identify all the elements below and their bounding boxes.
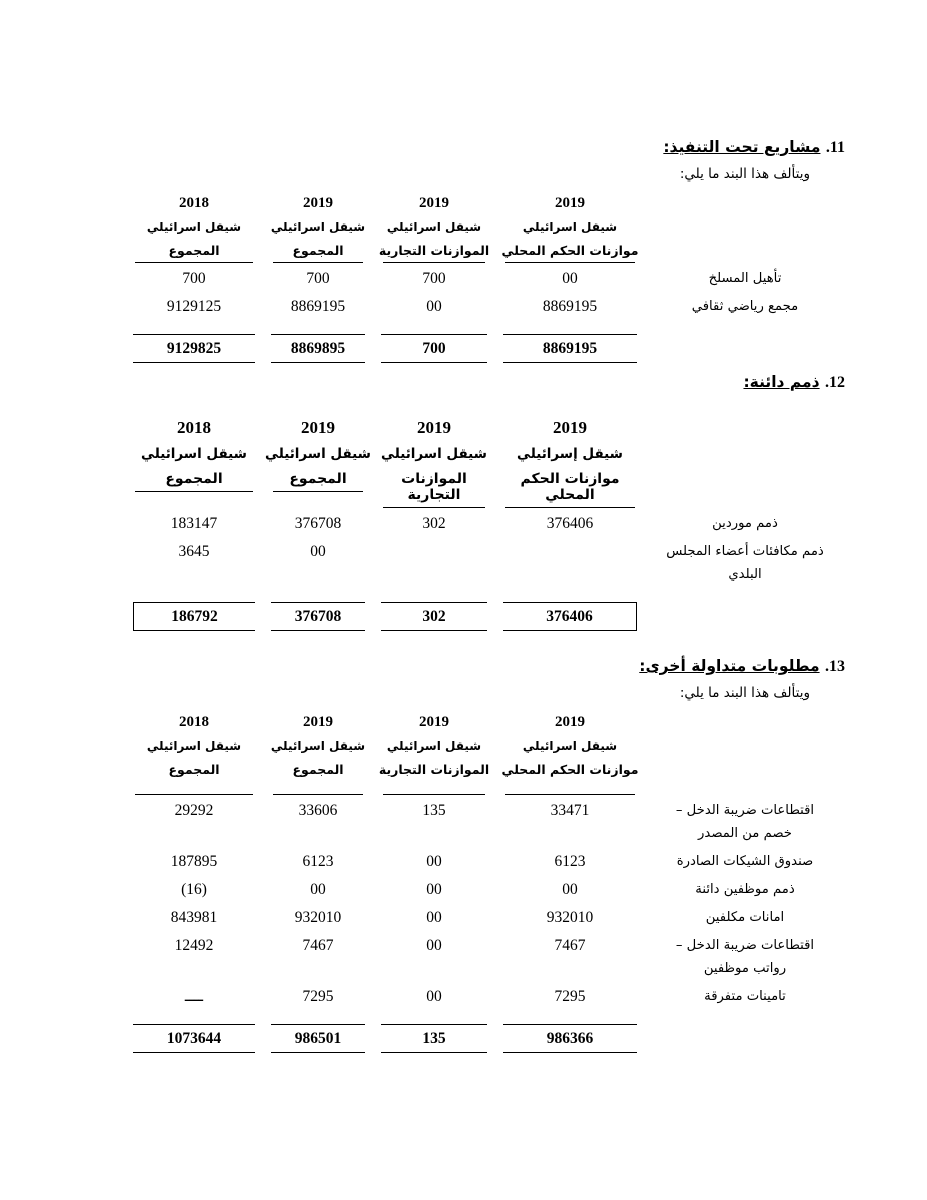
column-header [495,418,645,510]
column-name: موازنات الحكم المحلي [501,243,639,258]
section-number: 12. [825,374,845,391]
cell-value: 135 [422,802,446,819]
row-label-line1: ذمم موردين [712,516,778,531]
column-name: المجموع [292,762,344,777]
cell-value: 12492 [174,937,214,954]
cell-value: 6123 [554,853,586,870]
column-underline [273,794,363,795]
column-underline [383,794,485,795]
row-label-line2: البلدي [728,567,762,582]
cell-value: 00 [426,988,442,1005]
column-header [263,418,373,494]
section-number: 11. [825,139,845,156]
column-header [373,714,495,797]
column-currency: شيقل اسرائيلي [386,220,482,234]
column-currency: شيقل اسرائيلي [381,446,487,462]
column-year: 2018 [179,195,209,211]
cell-value: 932010 [294,909,342,926]
row-label [645,848,845,876]
cell-value: 00 [426,937,442,954]
column-header [263,195,373,265]
total-value: 302 [381,602,487,631]
cell-value: 3645 [178,543,210,560]
column-header [373,195,495,265]
total-value: 9129825 [133,334,255,363]
column-currency: شيقل اسرائيلي [146,739,242,753]
column-currency: شيقل اسرائيلي [270,739,366,753]
cell-value: 7467 [302,937,334,954]
section-title: مشاريع تحت التنفيذ: [663,138,821,156]
cell-value: 33471 [550,802,590,819]
row-label [645,983,845,1011]
column-year: 2019 [301,418,335,437]
cell-value: 33606 [298,802,338,819]
cell-value: (16) [181,881,207,898]
cell-value: 00 [426,909,442,926]
total-value: 376406 [503,602,637,631]
note-section [60,138,845,363]
column-name: المجموع [165,471,223,487]
column-name: الموازنات التجارية [378,762,490,777]
column-underline [505,507,635,508]
cell-value: 00 [562,881,578,898]
column-year: 2019 [555,195,585,211]
section-heading [60,138,845,157]
column-name: موازنات الحكم المحلي [520,471,620,503]
row-label-line1: اقتطاعات ضريبة الدخل – [675,938,815,953]
cell-value: 7295 [302,988,334,1005]
column-currency: شيقل اسرائيلي [141,446,247,462]
column-name: المجموع [289,471,347,487]
cell-value: 932010 [546,909,594,926]
column-header [263,714,373,797]
total-value: 376708 [271,602,365,631]
row-label-line1: اقتطاعات ضريبة الدخل – [675,803,815,818]
cell-value: 7295 [554,988,586,1005]
cell-value: 29292 [174,802,214,819]
column-underline [383,262,485,263]
section-title: مطلوبات متداولة أخرى: [639,657,820,675]
row-label-line2: خصم من المصدر [698,826,792,841]
section-heading [60,657,845,676]
cell-value: 6123 [302,853,334,870]
column-header [373,418,495,510]
total-value: 986366 [503,1024,637,1053]
column-year: 2018 [177,418,211,437]
total-value: 986501 [271,1024,365,1053]
row-label-line1: تامينات متفرقة [704,989,786,1004]
row-label-line1: ذمم موظفين دائنة [695,882,795,897]
column-underline [135,262,253,263]
column-currency: شيقل اسرائيلي [270,220,366,234]
column-header [125,418,263,494]
row-label [645,510,845,538]
column-currency: شيقل اسرائيلي [522,739,618,753]
cell-value: 9129125 [166,298,222,315]
column-year: 2019 [419,714,449,730]
cell-value: 00 [562,270,578,287]
column-currency: شيقل اسرائيلي [522,220,618,234]
total-value: 8869895 [271,334,365,363]
cell-value: 00 [310,881,326,898]
cell-value: 00 [426,881,442,898]
column-currency: شيقل إسرائيلي [517,446,623,462]
total-value: 700 [381,334,487,363]
column-name: الموازنات التجارية [378,243,490,258]
cell-value: 843981 [170,909,218,926]
column-currency: شيقل اسرائيلي [146,220,242,234]
cell-value: 7467 [554,937,586,954]
row-label-line2: رواتب موظفين [703,961,787,976]
column-underline [273,262,363,263]
column-year: 2019 [553,418,587,437]
cell-value [495,538,645,547]
cell-value: ــــ [184,988,204,1005]
note-section [60,657,845,1053]
column-header [495,195,645,265]
section-number: 13. [825,658,845,675]
column-underline [505,262,635,263]
financial-table [60,195,845,363]
row-label-line1: امانات مكلفين [705,910,785,925]
section-intro: ويتألف هذا البند ما يلي: [679,166,810,182]
row-label [645,932,845,983]
section-heading [60,373,845,392]
column-year: 2019 [419,195,449,211]
column-name: الموازنات التجارية [401,471,467,503]
column-underline [135,491,253,492]
cell-value: 00 [426,853,442,870]
financial-table [60,418,845,631]
total-value: 186792 [133,602,255,631]
row-label [645,797,845,848]
cell-value: 00 [310,543,326,560]
column-underline [383,507,485,508]
total-value: 135 [381,1024,487,1053]
row-label-line1: تأهيل المسلخ [708,271,782,286]
cell-value: 8869195 [290,298,346,315]
cell-value: 8869195 [542,298,598,315]
row-label [645,293,845,321]
column-name: المجموع [292,243,344,258]
column-underline [505,794,635,795]
column-year: 2019 [303,714,333,730]
cell-value: 376708 [294,515,342,532]
financial-table [60,714,845,1053]
row-label-line1: ذمم مكافئات أعضاء المجلس [666,544,824,559]
column-name: موازنات الحكم المحلي [501,762,639,777]
cell-value: 700 [422,270,446,287]
row-label [645,876,845,904]
cell-value: 00 [426,298,442,315]
column-currency: شيقل اسرائيلي [386,739,482,753]
column-name: المجموع [168,762,220,777]
cell-value: 700 [182,270,206,287]
section-title: ذمم دائنة: [743,373,820,391]
column-underline [273,491,363,492]
total-value: 8869195 [503,334,637,363]
cell-value: 187895 [170,853,218,870]
column-header [125,195,263,265]
row-label-line1: مجمع رياضي ثقافي [691,299,799,314]
cell-value: 700 [306,270,330,287]
cell-value: 302 [422,515,446,532]
note-section [60,373,845,631]
column-header [495,714,645,797]
cell-value: 183147 [170,515,218,532]
row-label [645,904,845,932]
column-year: 2019 [555,714,585,730]
row-label [645,265,845,293]
total-value: 1073644 [133,1024,255,1053]
column-underline [135,794,253,795]
row-label [645,538,845,589]
column-year: 2018 [179,714,209,730]
column-currency: شيقل اسرائيلي [265,446,371,462]
column-year: 2019 [417,418,451,437]
section-intro: ويتألف هذا البند ما يلي: [679,685,810,701]
column-name: المجموع [168,243,220,258]
row-label-line1: صندوق الشيكات الصادرة [676,854,814,869]
column-year: 2019 [303,195,333,211]
cell-value [373,538,495,547]
column-header [125,714,263,797]
cell-value: 376406 [546,515,594,532]
